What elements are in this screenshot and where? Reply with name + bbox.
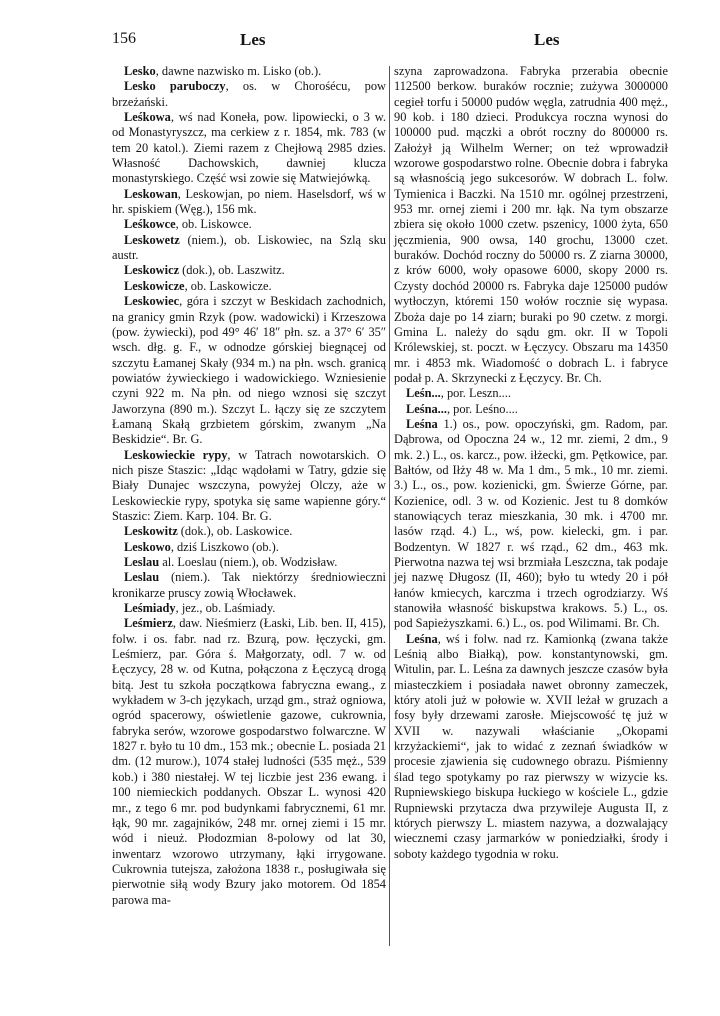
running-head-left: Les (240, 30, 266, 49)
dictionary-entry (112, 601, 386, 616)
dictionary-entry (112, 540, 386, 555)
entry-text: , wś nad Koneła, pow. lipowiecki, o 3 w. od Monastyryszcz, ma cerkiew z r. 1854, mk. 783 (w tem 20 katol.). Ziemi razem z Chejłową 2985 dzies. Własność Dachowskich, dawniej klucza monastyrskiego. Część wsi zowie się Matwiejówką. (112, 110, 386, 186)
dictionary-entry (112, 110, 386, 187)
entry-text: , Leskowjan, po niem. Haselsdorf, wś w hr. spiskiem (Węg.), 156 mk. (112, 186, 386, 217)
dictionary-entry (112, 524, 386, 539)
dictionary-entry (112, 570, 386, 601)
entry-text: al. Loeslau (niem.), ob. Wodzisław. (159, 555, 338, 569)
entry-headword: Leskowiec (124, 294, 180, 309)
entry-headword: Leśn... (406, 386, 441, 401)
entry-headword: Leskowetz (124, 232, 180, 247)
dictionary-entry (394, 632, 668, 862)
entry-headword: Leskowo (124, 539, 171, 554)
dictionary-entry (112, 64, 386, 79)
column-divider (389, 66, 390, 946)
dictionary-entry (112, 233, 386, 264)
entry-text: (dok.), ob. Laskowice. (177, 524, 293, 539)
entry-text: , dawne nazwisko m. Lisko (ob.). (155, 64, 322, 78)
entry-headword: Leskowitz (124, 524, 178, 539)
entry-text: (dok.), ob. Laszwitz. (179, 263, 285, 278)
dictionary-entry (112, 616, 386, 908)
entry-headword: Leśmiady (124, 601, 176, 616)
dictionary-entry (394, 417, 668, 632)
entry-text: , os. w Chorośécu, pow brzeżański. (112, 79, 386, 109)
entry-headword: Lesko (124, 64, 156, 78)
entry-headword: Leśmierz (124, 616, 173, 631)
dictionary-entry (394, 64, 668, 386)
right-column (394, 64, 668, 862)
dictionary-entry (112, 294, 386, 447)
dictionary-entry (112, 187, 386, 218)
dictionary-entry (112, 448, 386, 525)
entry-text: , wś i folw. nad rz. Kamionką (zwana także Leśnią albo Białką), pow. konstantynowski, gm. Witulin, par. L. Leśna za dawnych jeszcze czasów była miasteczkiem i posiadała nawet obronny zameczek, który atoli już w połowie w. XVII leżał w gruzach a fosy były drzewami zarosłe. Miejscowość tę już w XVII w. nazywali właścianie „Okopami krzyżackiemi“, jak to widać z zeznań świadków w procesie zjawienia się cudownego obrazu. Piśmienny ślad tego spotykamy po raz pierwszy w wizycie ks. Rupniewskiego biskupa łuckiego w kościele L., gdzie Rupniewski przytacza dwa przywileje Augusta II, z których pierwszy L. miastem nazywa, a dozwalający wiecznemi czasy jarmarków w poniedziałki, środy i soboty każdego tygodnia w roku. (394, 631, 668, 861)
entry-text: , jez., ob. Laśmiady. (175, 601, 276, 616)
entry-text: , por. Leszn.... (440, 386, 511, 401)
entry-headword: Leśna (406, 631, 438, 646)
entry-text: , daw. Nieśmierz (Łaski, Lib. ben. II, 415), folw. i os. fabr. nad rz. Bzurą, pow. łęczycki, gm. Leśmierz, par. Góra ś. Małgorzaty, odl. 7 w. od Łęczycy, 28 w. od Kutna, połączona z Łęczycą drogą bitą. Jest tu szkoła początkowa fabryczna ewang., z wykładem w 3-ch językach, urząd gm., straż ogniowa, ogród spacerowy, oświetlenie gazowe, cukrownia, fabryka serów, wzorowe gospodarstwo folwarczne. W 1827 r. było tu 10 dm., 153 mk.; obecnie L. posiada 21 dm. (12 murow.), 1074 stałej ludności (535 męż., 539 kob.) i 380 niestałej. W tej liczbie jest 236 ewang. i 100 niemieckich poddanych. Obszar L. wynosi 420 mr., z tego 6 mr. pod budynkami fabrycznemi, 61 mr. łąk, 90 mr. zagajników, 248 mr. ornej ziemi i 15 mr. wód i nieuż. Płodozmian 8-polowy od lat 30, inwentarz wzorowo utrzymany, łąki irrygowane. Cukrownia tutejsza, założona 1838 r., posługiwała się pierwotnie siłą wody Bzury jako motorem. Od 1854 parowa ma- (112, 616, 386, 907)
entry-headword: Leslau (124, 555, 160, 569)
entry-text: , w Tatrach nowotarskich. O nich pisze Staszic: „Idąc wądołami w Tatry, gdzie się Biały Dunajec wszczyna, powyżej Olczy, aże w Leskowieckie rypy, spotyka się same wapienne góry.“ Staszic: Ziem. Karp. 104. Br. G. (112, 447, 386, 523)
entry-text: 1.) os., pow. opoczyński, gm. Radom, par. Dąbrowa, od Opoczna 24 w., 12 mr. ziemi, 2 dm., 9 mk. 2.) L., os. karcz., pow. iłżecki, gm. Pętkowice, par. Bałtów, od Iłży 48 w. Ma 1 dm., 5 mk., 10 mr. ziemi. 3.) L., os., pow. kozienicki, gm. Świerze Górne, par. Kozienice, odl. 3 w. od Kozienic. Jest tu 8 domków stanowiących teraz mieszkania, 30 mk. i 4700 mr. lasów rząd. 4.) L., wś, pow. kielecki, gm. i par. Bodzentyn. W 1827 r. wś rząd., 62 dm., 463 mk. Pierwotna nazwa tej wsi brzmiała Leszczna, tak podaje jej nazwę Długosz (II, 460); było tu wtedy 20 i pół łanów kmiecych, karczma i trzech ogrodziarzy. Wś stanowiła własność biskupstwa krakows. 5.) L., os. pod Sapieżyszkami. 6.) L., os. pod Wilimami. Br. Ch. (394, 416, 668, 631)
dictionary-entry (112, 279, 386, 294)
page-header (0, 30, 720, 54)
entry-text: , por. Leśno.... (446, 401, 518, 416)
entry-text: , ob. Laskowicze. (184, 278, 272, 293)
entry-headword: Leskowan (124, 186, 178, 201)
entry-headword: Leskowieckie rypy (124, 447, 228, 462)
entry-headword: Leśna (406, 416, 438, 431)
entry-headword: Lesko paruboczy (124, 79, 226, 94)
dictionary-entry (112, 555, 386, 570)
entry-headword: Leśna... (406, 401, 447, 416)
entry-text: szyna zaprowadzona. Fabryka przerabia obecnie 112500 berkow. buraków rocznie; zużywa 3000000 cegieł torfu i 50000 pudów węgla, zatrudnia 400 męż., 90 kob. i 180 dzieci. Produkcya roczna wynosi do 100000 pud. mączki a obrót roczny do 800000 rs. Założył ją Wilhelm Werner; on też wprowadził wzorowe gospodarstwo rolne. Obecnie dobra i fabryka są własnością jego sukcesorów. W dobrach L. folw. Tymienica i Baczki. Na 1510 mr. ogólnej przestrzeni, 953 mr. ornej ziemi i 200 mr. łąk. Na tym obszarze zbiera się około 1000 czetw. pszenicy, 1000 żyta, 650 jęczmienia, 900 owsa, 140 grochu, 13000 czet. buraków. Dochód roczny do 50000 rs. Z ziarna 30000, z krów 6000, woły opasowe 6000, skopy 2000 rs. Czysty dochód 20000 rs. Fabryka daje 125000 pudów wytłoczyn, któremi 150 wołów rocznie się wypasa. Zboża daje po 14 ziarn; buraki po 90 czetw. z morgi. Gmina L. należy do sądu gm. okr. II w Topoli Królewskiej, st. poczt. w Łęczycy. Obszaru ma 14350 mr. i 4853 mk. Wiadomość o dobrach L. i fabryce podał p. A. Skrzynecki z Łęczycy. Br. Ch. (394, 64, 668, 385)
page-number: 156 (112, 30, 136, 47)
entry-headword: Leśkowce (124, 217, 176, 232)
entry-text: , góra i szczyt w Beskidach zachodnich, na granicy gmin Rzyk (pow. wadowicki) i Krzeszowa (pow. żywiecki), pod 49° 46′ 18″ płn. sz. a 37° 6′ 35″ wsch. dłg. g. F., w odnodze górskiej biegnącej od szczytu Łamanej Skały (934 m.) na płn. wsch. granicą powiatów żywieckiego i wadowickiego. Wzniesienie czyni 922 m. Na płn. od niego wznosi się szczyt Jaworzyna (890 m.). Szczyt L. łączy się ze szczytem Łamaną Skałą grzbietem górskim, zwanym „Na Beskidzie“. Br. G. (112, 294, 386, 447)
entry-headword: Leskowicze (124, 278, 185, 293)
dictionary-entry (394, 386, 668, 401)
dictionary-entry (394, 402, 668, 417)
dictionary-entry (112, 217, 386, 232)
entry-text: (niem.), ob. Liskowiec, na Szlą sku austr. (112, 232, 386, 263)
entry-text: , ob. Liskowce. (175, 217, 252, 232)
entry-headword: Leskowicz (124, 263, 180, 278)
dictionary-entry (112, 79, 386, 110)
entry-headword: Leslau (124, 570, 160, 585)
left-column (112, 64, 386, 908)
entry-headword: Leśkowa (124, 110, 171, 125)
dictionary-entry (112, 263, 386, 278)
entry-text: (niem.). Tak niektórzy średniowieczni kronikarze pruscy zowią Włocławek. (112, 570, 386, 600)
entry-text: , dziś Liszkowo (ob.). (170, 539, 279, 554)
running-head-right: Les (534, 30, 560, 49)
